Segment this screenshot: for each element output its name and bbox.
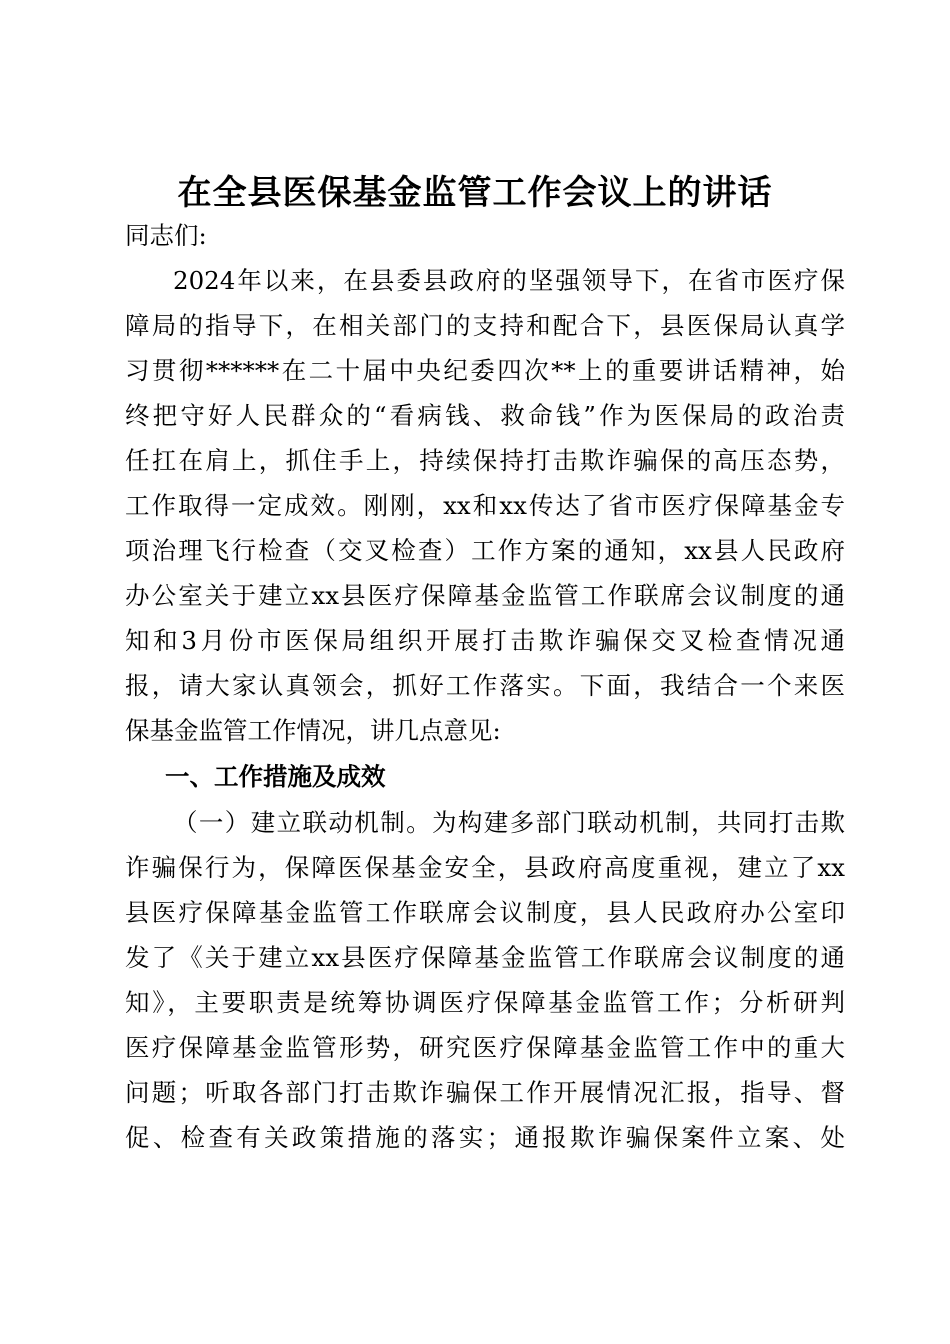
paragraph-line: 知》，主要职责是统筹协调医疗保障基金监管工作；分析研判: [125, 988, 845, 1017]
salutation: 同志们:: [125, 221, 207, 250]
paragraph-line: 问题；听取各部门打击欺诈骗保工作开展情况汇报，指导、督: [125, 1078, 845, 1107]
paragraph-line: 县医疗保障基金监管工作联席会议制度，县人民政府办公室印: [125, 898, 845, 927]
paragraph-line: （一）建立联动机制。为构建多部门联动机制，共同打击欺: [173, 808, 845, 837]
paragraph-line: 终把守好人民群众的“看病钱、救命钱”作为医保局的政治责: [125, 401, 845, 430]
paragraph-line: 知和3月份市医保局组织开展打击欺诈骗保交叉检查情况通: [125, 626, 845, 655]
paragraph-line: 2024年以来，在县委县政府的坚强领导下，在省市医疗保: [173, 266, 845, 295]
paragraph-line: 任扛在肩上，抓住手上，持续保持打击欺诈骗保的高压态势，: [125, 446, 845, 475]
paragraph-line: 报，请大家认真领会，抓好工作落实。下面，我结合一个来医: [125, 671, 845, 700]
paragraph-line: 诈骗保行为，保障医保基金安全，县政府高度重视，建立了xx: [125, 853, 845, 882]
paragraph-line: 障局的指导下，在相关部门的支持和配合下，县医保局认真学: [125, 311, 845, 340]
paragraph-line: 促、检查有关政策措施的落实；通报欺诈骗保案件立案、处: [125, 1123, 845, 1152]
paragraph-line: 办公室关于建立xx县医疗保障基金监管工作联席会议制度的通: [125, 581, 845, 610]
paragraph-line: 医疗保障基金监管形势，研究医疗保障基金监管工作中的重大: [125, 1033, 845, 1062]
paragraph-line: 项治理飞行检查（交叉检查）工作方案的通知，xx县人民政府: [125, 536, 845, 565]
paragraph-line: 发了《关于建立xx县医疗保障基金监管工作联席会议制度的通: [125, 943, 845, 972]
section-heading: 一、工作措施及成效: [165, 762, 386, 791]
document-title: 在全县医保基金监管工作会议上的讲话: [177, 173, 773, 213]
paragraph-line: 工作取得一定成效。刚刚，xx和xx传达了省市医疗保障基金专: [125, 491, 845, 520]
paragraph-line: 保基金监管工作情况，讲几点意见:: [125, 716, 501, 745]
paragraph-line: 习贯彻******在二十届中央纪委四次**上的重要讲话精神，始: [125, 356, 845, 385]
